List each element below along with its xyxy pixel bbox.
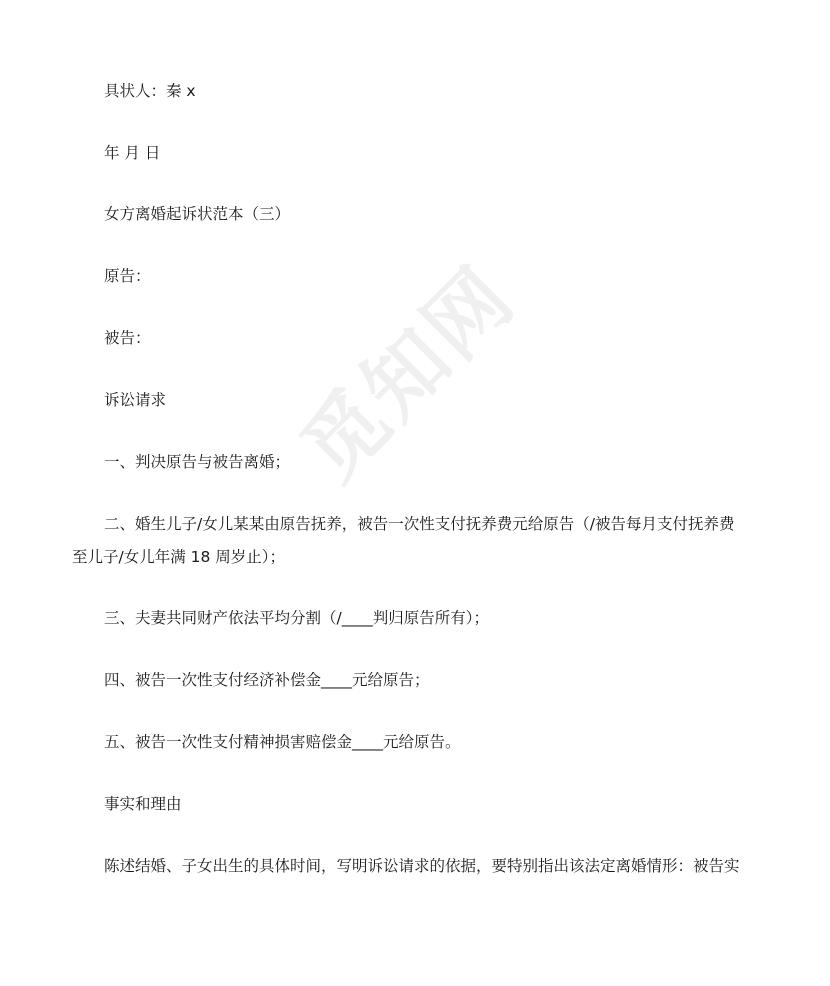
date-line: 年 月 日 <box>104 144 161 162</box>
claim-item-4: 四、被告一次性支付经济补偿金____元给原告； <box>104 671 430 689</box>
claims-heading: 诉讼请求 <box>104 391 167 409</box>
claim-item-1: 一、判决原告与被告离婚； <box>104 453 291 471</box>
petitioner-signature: 具状人：秦 x <box>104 82 196 100</box>
watermark: 觅知网 <box>283 248 534 499</box>
facts-heading: 事实和理由 <box>104 795 182 813</box>
plaintiff-label: 原告： <box>104 267 151 285</box>
claim-item-2-continued: 至儿子/女儿年满 18 周岁止）； <box>72 548 286 566</box>
claim-item-2: 二、婚生儿子/女儿某某由原告抚养，被告一次性支付抚养费元给原告（/被告每月支付抚养费 <box>104 515 735 533</box>
section-title: 女方离婚起诉状范本（三） <box>104 205 291 223</box>
defendant-label: 被告： <box>104 329 151 347</box>
claim-item-5: 五、被告一次性支付精神损害赔偿金____元给原告。 <box>104 733 461 751</box>
claim-item-3: 三、夫妻共同财产依法平均分割（/____判归原告所有）； <box>104 609 489 627</box>
facts-paragraph: 陈述结婚、子女出生的具体时间，写明诉讼请求的依据，要特别指出该法定离婚情形：被告实 <box>104 857 740 875</box>
